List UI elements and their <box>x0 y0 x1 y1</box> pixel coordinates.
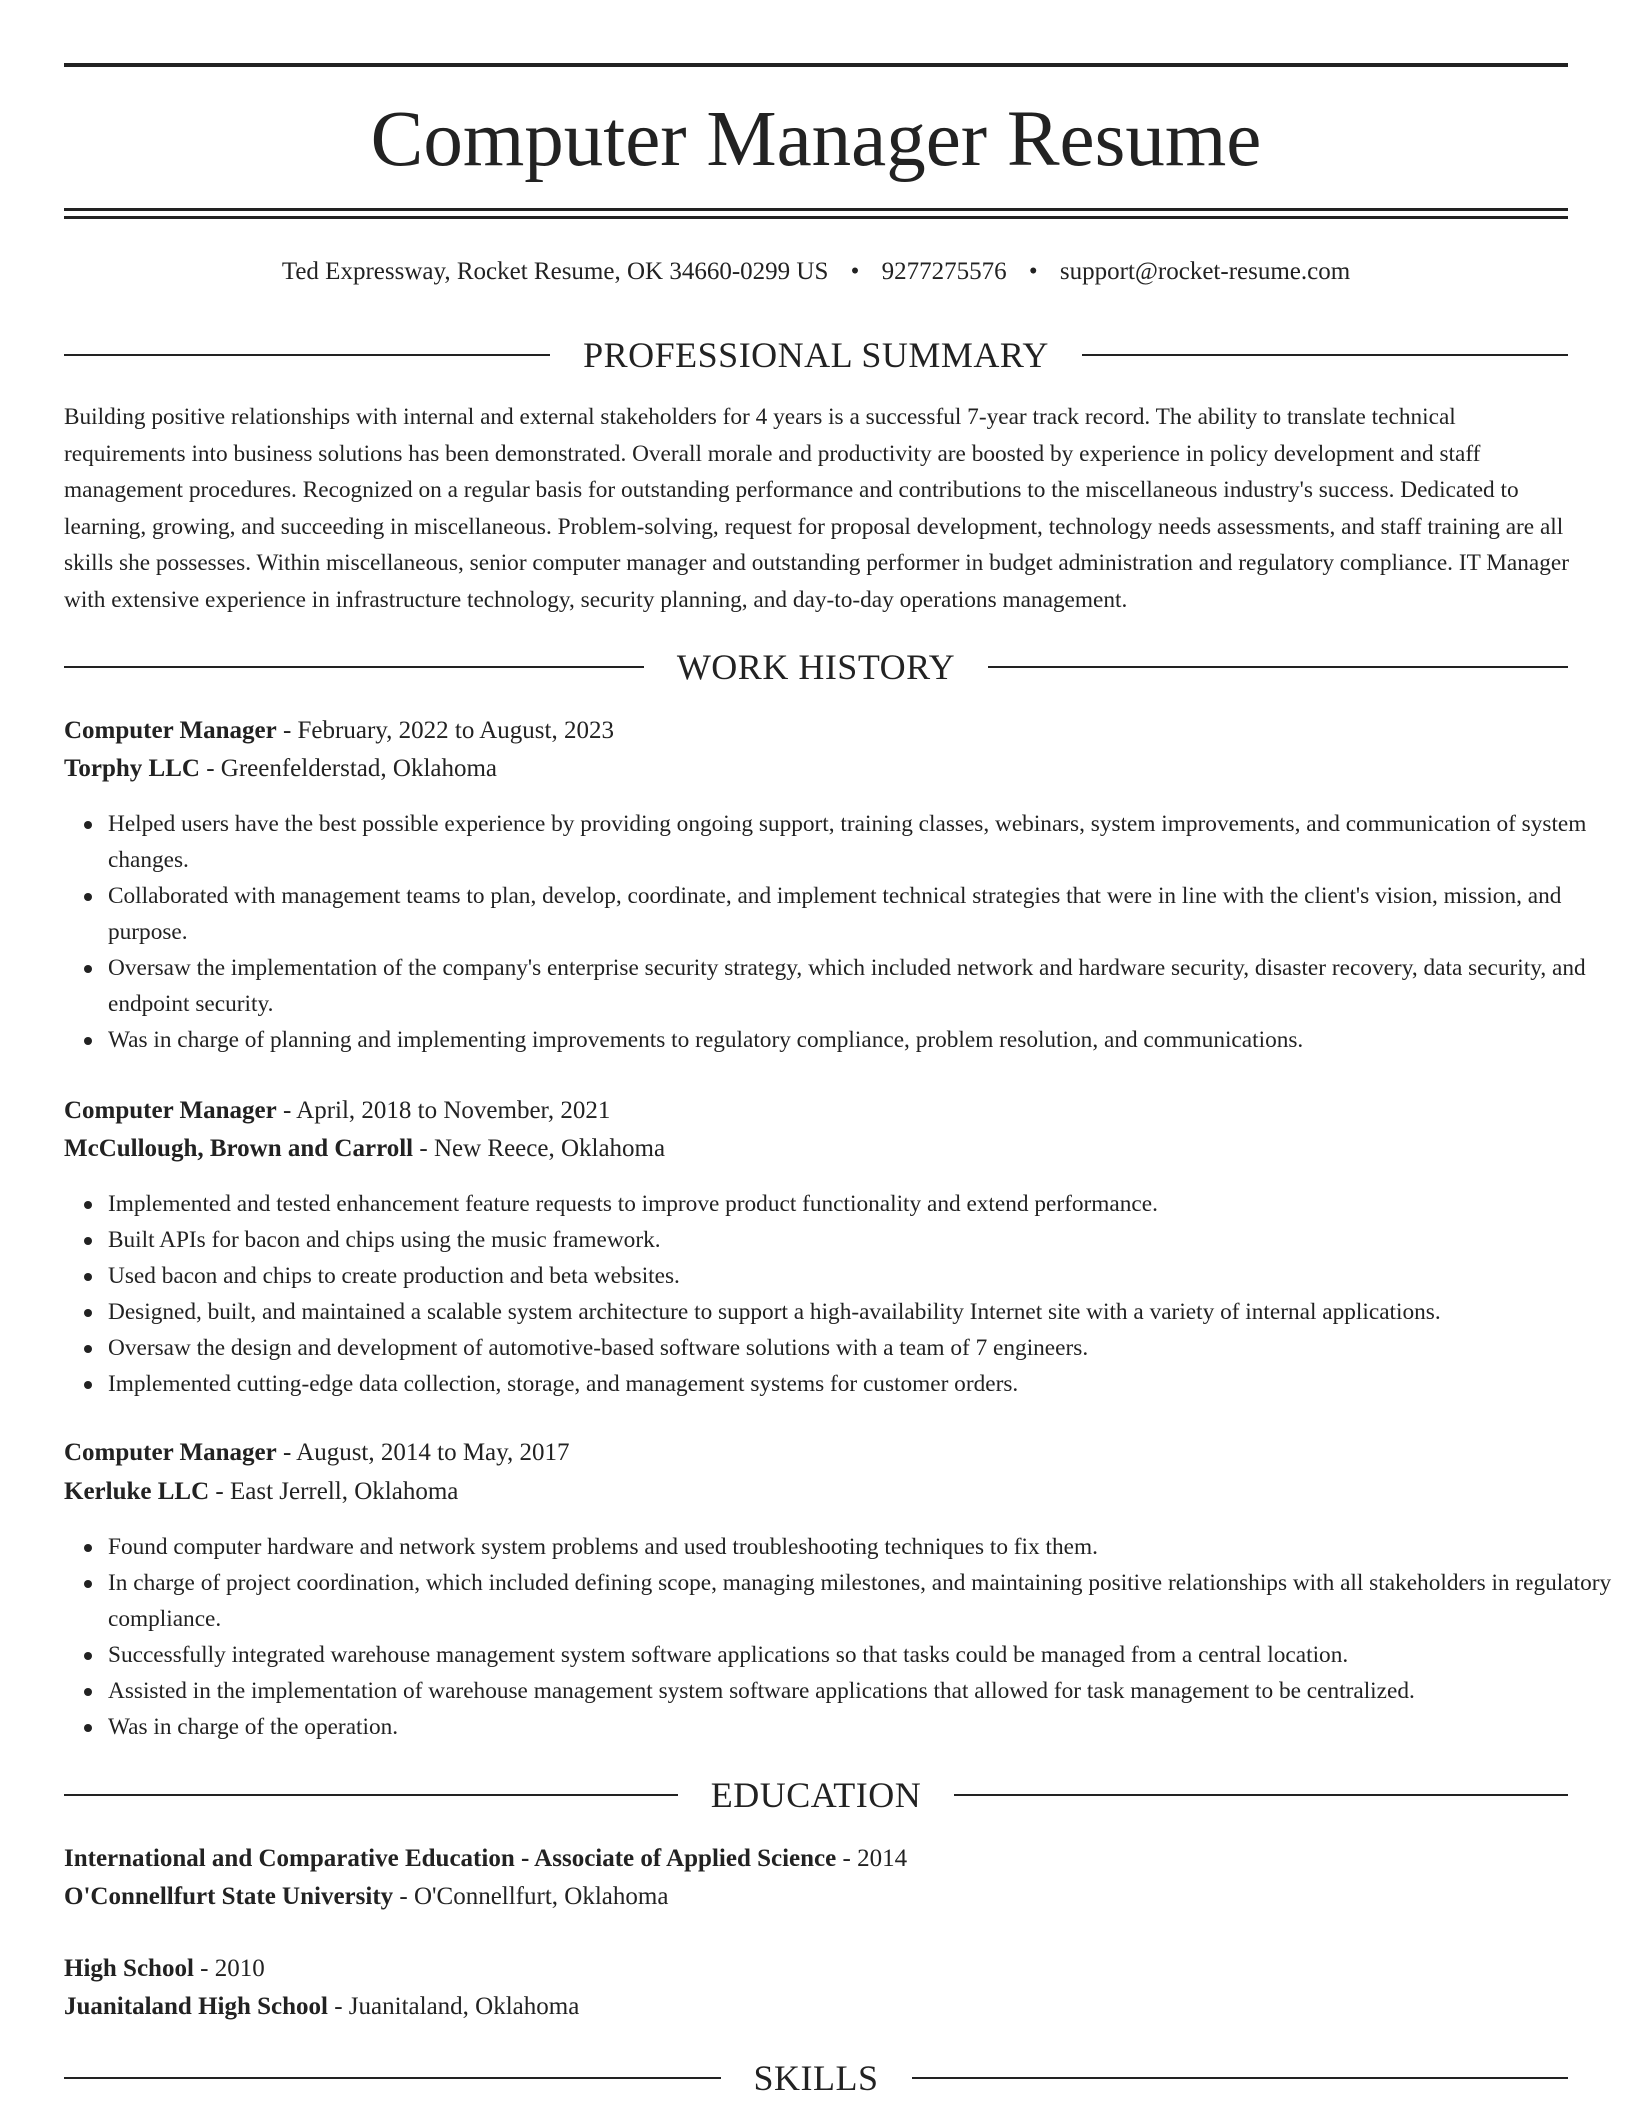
education-degree: International and Comparative Education - Associate of Applied Science <box>64 1845 837 1872</box>
job-location: - East Jerrell, Oklahoma <box>215 1478 459 1505</box>
job-company-line <box>64 1132 1568 1166</box>
education-year: - 2010 <box>200 1955 265 1982</box>
contact-phone: 9277275576 <box>881 258 1007 285</box>
list-item: Oversaw the design and development of automotive-based software solutions with a team of 7 engineers. <box>108 1330 1612 1366</box>
list-item: Built APIs for bacon and chips using the music framework. <box>108 1222 1612 1258</box>
job-bullets <box>64 806 1612 1058</box>
list-item: Implemented and tested enhancement feature requests to improve product functionality and extend performance. <box>108 1186 1612 1222</box>
job-company: McCullough, Brown and Carroll <box>64 1135 414 1162</box>
list-item: Helped users have the best possible experience by providing ongoing support, training classes, webinars, system improvements, and communication of system changes. <box>108 806 1612 878</box>
heading-rule <box>988 666 1568 668</box>
job-location: - New Reece, Oklahoma <box>419 1135 666 1162</box>
heading-rule <box>64 2077 721 2079</box>
job-company-line <box>64 752 1568 786</box>
list-item: In charge of project coordination, which included defining scope, managing milestones, and maintaining positive relationships with all stakeholders in regulatory compliance. <box>108 1565 1612 1637</box>
list-item: Oversaw the implementation of the company's enterprise security strategy, which included network and hardware security, disaster recovery, data security, and endpoint security. <box>108 950 1612 1022</box>
section-label: WORK HISTORY <box>676 647 956 687</box>
job-bullets <box>64 1529 1612 1745</box>
title-double-rule-top <box>64 208 1568 211</box>
education-degree-line <box>64 1952 1568 1986</box>
job-bullets <box>64 1186 1612 1402</box>
education-school-line <box>64 1880 1568 1914</box>
heading-rule <box>64 666 644 668</box>
education-school: Juanitaland High School <box>64 1993 328 2020</box>
list-item: Was in charge of the operation. <box>108 1709 1612 1745</box>
job-dates: - August, 2014 to May, 2017 <box>282 1439 570 1466</box>
job-title: Computer Manager <box>64 717 277 744</box>
education-degree: High School <box>64 1955 194 1982</box>
contact-separator: • <box>1028 258 1038 285</box>
summary-paragraph: Building positive relationships with internal and external stakeholders for 4 years is a successful 7-year track record. The ability to translate technical requirements into business solutions has been demonstrated. Overall morale and productivity are boosted by experience in policy development and staff management procedures. Recognized on a regular basis for outstanding performance and contributions to the miscellaneous industry's success. Dedicated to learning, growing, and succeeding in miscellaneous. Problem-solving, request for proposal development, technology needs assessments, and staff training are all skills she possesses. Within miscellaneous, senior computer manager and outstanding performer in budget administration and regulatory compliance. IT Manager with extensive experience in infrastructure technology, security planning, and day-to-day operations management. <box>64 404 1570 613</box>
education-degree-line <box>64 1842 1568 1876</box>
section-label: EDUCATION <box>710 1775 922 1815</box>
list-item: Used bacon and chips to create production and beta websites. <box>108 1258 1612 1294</box>
section-heading-education <box>64 1772 1568 1818</box>
heading-rule <box>912 2077 1569 2079</box>
job-company: Torphy LLC <box>64 755 200 782</box>
section-label: PROFESSIONAL SUMMARY <box>583 335 1049 375</box>
section-heading-summary <box>64 332 1568 378</box>
list-item: Successfully integrated warehouse management system software applications so that tasks could be managed from a central location. <box>108 1637 1612 1673</box>
heading-rule <box>64 1794 678 1796</box>
education-school-line <box>64 1990 1568 2024</box>
contact-address: Ted Expressway, Rocket Resume, OK 34660-0299 US <box>281 258 829 285</box>
contact-email[interactable]: support@rocket-resume.com <box>1059 258 1351 285</box>
job-title: Computer Manager <box>64 1439 277 1466</box>
section-heading-skills <box>64 2055 1568 2101</box>
list-item: Assisted in the implementation of warehouse management system software applications that allowed for task management to be centralized. <box>108 1673 1612 1709</box>
job-company-line <box>64 1475 1568 1509</box>
contact-separator: • <box>850 258 860 285</box>
resume-title: Computer Manager Resume <box>370 96 1262 183</box>
heading-rule <box>64 354 550 356</box>
job-title-line <box>64 714 1568 748</box>
job-dates: - February, 2022 to August, 2023 <box>282 717 614 744</box>
list-item: Implemented cutting-edge data collection, storage, and management systems for customer orders. <box>108 1366 1612 1402</box>
education-location: - Juanitaland, Oklahoma <box>334 1993 580 2020</box>
top-rule <box>64 63 1568 67</box>
contact-line <box>64 255 1568 289</box>
education-year: - 2014 <box>842 1845 908 1872</box>
list-item: Designed, built, and maintained a scalable system architecture to support a high-availability Internet site with a variety of internal applications. <box>108 1294 1612 1330</box>
job-title-line <box>64 1094 1568 1128</box>
job-title: Computer Manager <box>64 1097 277 1124</box>
title-double-rule-bottom <box>64 216 1568 219</box>
section-label: SKILLS <box>753 2058 879 2098</box>
job-dates: - April, 2018 to November, 2021 <box>282 1097 611 1124</box>
job-location: - Greenfelderstad, Oklahoma <box>206 755 498 782</box>
heading-rule <box>1082 354 1568 356</box>
education-location: - O'Connellfurt, Oklahoma <box>399 1883 669 1910</box>
heading-rule <box>954 1794 1568 1796</box>
education-school: O'Connellfurt State University <box>64 1883 394 1910</box>
job-company: Kerluke LLC <box>64 1478 210 1505</box>
list-item: Was in charge of planning and implementing improvements to regulatory compliance, problem resolution, and communications. <box>108 1022 1612 1058</box>
list-item: Found computer hardware and network system problems and used troubleshooting techniques to fix them. <box>108 1529 1612 1565</box>
job-title-line <box>64 1436 1568 1470</box>
section-heading-work <box>64 644 1568 690</box>
list-item: Collaborated with management teams to plan, develop, coordinate, and implement technical strategies that were in line with the client's vision, mission, and purpose. <box>108 878 1612 950</box>
